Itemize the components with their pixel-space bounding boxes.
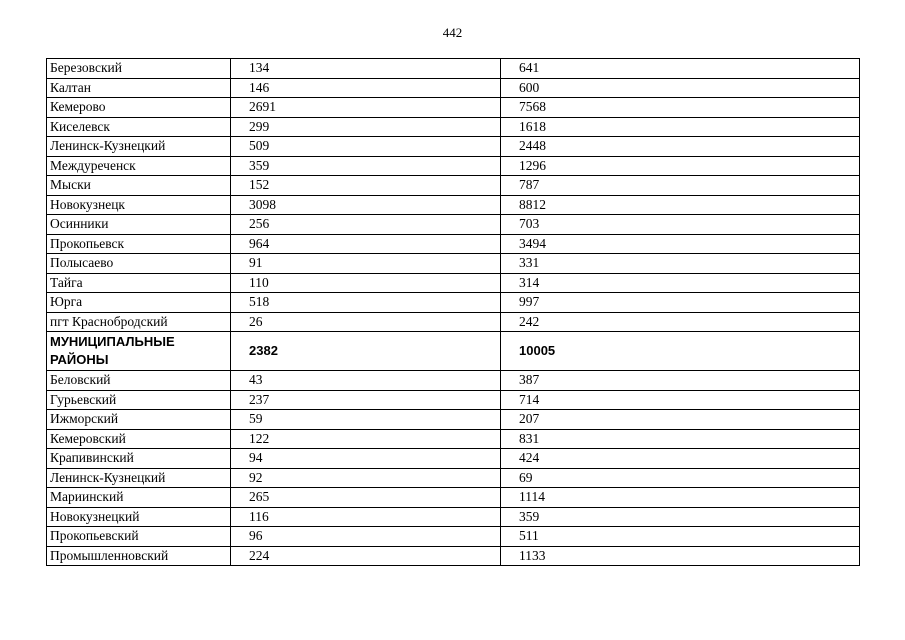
- row-name: Прокопьевск: [47, 234, 231, 254]
- row-name: Кемеровский: [47, 429, 231, 449]
- row-value-1: 146: [231, 78, 501, 98]
- table-row: [47, 410, 860, 430]
- table-row: [47, 527, 860, 547]
- table-row: [47, 546, 860, 566]
- table-row: [47, 78, 860, 98]
- row-value-1: 116: [231, 507, 501, 527]
- row-value-1: 152: [231, 176, 501, 196]
- row-value-2: 1296: [501, 156, 860, 176]
- table-row: [47, 59, 860, 79]
- statistics-table: [46, 58, 860, 566]
- row-value-2: 2448: [501, 137, 860, 157]
- row-value-2: 600: [501, 78, 860, 98]
- table-row: [47, 371, 860, 391]
- row-value-2: 7568: [501, 98, 860, 118]
- table-row: [47, 293, 860, 313]
- section-value-2: 10005: [501, 332, 860, 371]
- table-row: [47, 507, 860, 527]
- row-name: Новокузнецк: [47, 195, 231, 215]
- table-row: [47, 468, 860, 488]
- row-value-1: 3098: [231, 195, 501, 215]
- row-name: Междуреченск: [47, 156, 231, 176]
- row-value-2: 831: [501, 429, 860, 449]
- row-value-1: 2691: [231, 98, 501, 118]
- row-value-1: 237: [231, 390, 501, 410]
- row-name: Промышленновский: [47, 546, 231, 566]
- row-value-2: 714: [501, 390, 860, 410]
- row-value-1: 509: [231, 137, 501, 157]
- row-value-1: 299: [231, 117, 501, 137]
- row-value-1: 94: [231, 449, 501, 469]
- row-value-2: 8812: [501, 195, 860, 215]
- row-value-2: 424: [501, 449, 860, 469]
- row-value-2: 997: [501, 293, 860, 313]
- row-name: Осинники: [47, 215, 231, 235]
- row-value-1: 134: [231, 59, 501, 79]
- row-name: Ленинск-Кузнецкий: [47, 468, 231, 488]
- row-value-2: 787: [501, 176, 860, 196]
- row-name: Тайга: [47, 273, 231, 293]
- row-value-1: 256: [231, 215, 501, 235]
- table-row: [47, 137, 860, 157]
- row-value-2: 1114: [501, 488, 860, 508]
- row-value-2: 314: [501, 273, 860, 293]
- row-value-1: 92: [231, 468, 501, 488]
- row-name: Кемерово: [47, 98, 231, 118]
- row-value-1: 110: [231, 273, 501, 293]
- page-number: 442: [442, 25, 463, 40]
- row-value-2: 207: [501, 410, 860, 430]
- table-row: [47, 312, 860, 332]
- row-name: Полысаево: [47, 254, 231, 274]
- row-value-1: 359: [231, 156, 501, 176]
- row-name: Крапивинский: [47, 449, 231, 469]
- table-row: [47, 215, 860, 235]
- row-name: Ленинск-Кузнецкий: [47, 137, 231, 157]
- row-value-2: 69: [501, 468, 860, 488]
- row-value-2: 1133: [501, 546, 860, 566]
- table-row: [47, 117, 860, 137]
- row-name: Мыски: [47, 176, 231, 196]
- row-value-1: 122: [231, 429, 501, 449]
- table-row: [47, 98, 860, 118]
- row-value-2: 359: [501, 507, 860, 527]
- row-value-1: 964: [231, 234, 501, 254]
- row-value-2: 242: [501, 312, 860, 332]
- row-name: Юрга: [47, 293, 231, 313]
- row-name: Березовский: [47, 59, 231, 79]
- row-name: Прокопьевский: [47, 527, 231, 547]
- row-value-1: 224: [231, 546, 501, 566]
- row-name: Киселевск: [47, 117, 231, 137]
- section-header-row: [47, 332, 860, 371]
- table-row: [47, 254, 860, 274]
- row-name: Новокузнецкий: [47, 507, 231, 527]
- table-row: [47, 195, 860, 215]
- row-name: Мариинский: [47, 488, 231, 508]
- table-row: [47, 429, 860, 449]
- section-value-1: 2382: [231, 332, 501, 371]
- row-value-1: 43: [231, 371, 501, 391]
- row-value-2: 641: [501, 59, 860, 79]
- section-name: МУНИЦИПАЛЬНЫЕ РАЙОНЫ: [47, 332, 231, 371]
- row-value-1: 26: [231, 312, 501, 332]
- row-value-1: 265: [231, 488, 501, 508]
- row-value-1: 96: [231, 527, 501, 547]
- row-value-2: 3494: [501, 234, 860, 254]
- row-value-2: 387: [501, 371, 860, 391]
- row-value-2: 1618: [501, 117, 860, 137]
- table-row: [47, 449, 860, 469]
- row-name: Беловский: [47, 371, 231, 391]
- row-name: Калтан: [47, 78, 231, 98]
- row-name: Гурьевский: [47, 390, 231, 410]
- row-value-1: 59: [231, 410, 501, 430]
- row-value-2: 331: [501, 254, 860, 274]
- row-name: Ижморский: [47, 410, 231, 430]
- table-row: [47, 488, 860, 508]
- row-name: пгт Краснобродский: [47, 312, 231, 332]
- row-value-2: 511: [501, 527, 860, 547]
- table-row: [47, 176, 860, 196]
- table-row: [47, 390, 860, 410]
- row-value-2: 703: [501, 215, 860, 235]
- table-row: [47, 273, 860, 293]
- table-row: [47, 156, 860, 176]
- row-value-1: 91: [231, 254, 501, 274]
- table-row: [47, 234, 860, 254]
- row-value-1: 518: [231, 293, 501, 313]
